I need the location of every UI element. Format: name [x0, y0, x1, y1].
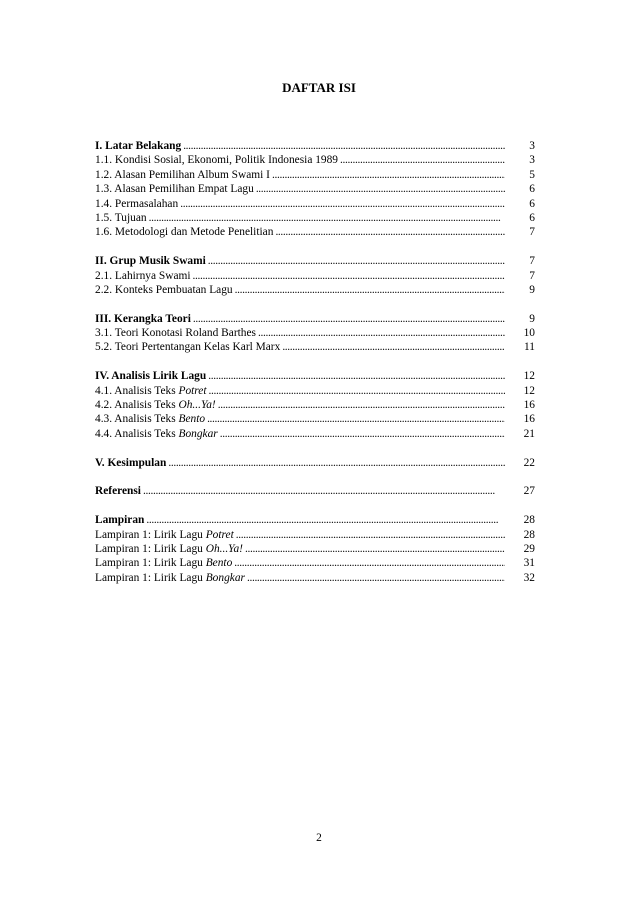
toc-entry-label: 1.4. Permasalahan [95, 197, 179, 210]
toc-entry-song-title: Bento [205, 557, 233, 570]
toc-entry-label: 2.1. Lahirnya Swami [95, 269, 191, 282]
toc-entry [95, 528, 535, 542]
toc-page-number: 32 [523, 571, 535, 584]
dot-leader [258, 326, 505, 340]
toc-entry-label: 5.2. Teori Pertentangan Kelas Karl Marx [95, 341, 281, 354]
toc-entry-prefix: Lampiran 1: Lirik Lagu [95, 528, 206, 541]
toc-entry-label: V. Kesimpulan [95, 456, 167, 469]
toc-entry [95, 211, 535, 225]
dot-leader [234, 556, 505, 570]
toc-entry-label: IV. Analisis Lirik Lagu [95, 370, 207, 383]
toc-heading-entry [95, 513, 535, 527]
toc-page-number: 10 [523, 327, 535, 340]
toc-entry-song-title: Bongkar [178, 427, 218, 440]
dot-leader [275, 225, 505, 239]
toc-entry [95, 571, 535, 585]
dot-leader [272, 168, 505, 182]
toc-entry [95, 542, 535, 556]
page-number: 2 [316, 832, 322, 844]
toc-entry-label: III. Kerangka Teori [95, 312, 191, 325]
dot-leader [245, 542, 505, 556]
toc-page-number: 28 [523, 528, 535, 541]
dot-leader [207, 412, 505, 426]
toc-page-number: 5 [529, 168, 535, 181]
toc-entry-prefix: Lampiran 1: Lirik Lagu [95, 557, 206, 570]
toc-entry-song-title: Bento [178, 413, 206, 426]
toc-entry [95, 412, 535, 426]
toc-entry-song-title: Potret [205, 528, 234, 541]
toc-entry-prefix: Lampiran 1: Lirik Lagu [95, 571, 206, 584]
toc-entry [95, 340, 535, 354]
toc-page-number: 12 [523, 384, 535, 397]
dot-leader [183, 139, 505, 153]
toc-entry [95, 269, 535, 283]
toc-section [95, 484, 535, 498]
dot-leader [340, 153, 505, 167]
toc-entry [95, 427, 535, 441]
toc-entry-label: 1.5. Tujuan [95, 211, 147, 224]
toc-page-number: 7 [529, 226, 535, 239]
toc-entry-prefix: 4.4. Analisis Teks [95, 427, 179, 440]
toc-heading-entry [95, 369, 535, 383]
toc-section [95, 139, 535, 240]
toc-page-number: 31 [523, 557, 535, 570]
toc-entry-song-title: Potret [178, 384, 207, 397]
dot-leader [282, 340, 505, 354]
toc-page-number: 28 [523, 514, 535, 527]
toc-entry-label [95, 427, 218, 441]
dot-leader [235, 283, 505, 297]
toc-page-number: 9 [529, 283, 535, 296]
toc-page-number: 7 [529, 269, 535, 282]
toc-entry [95, 326, 535, 340]
toc-page-number: 29 [523, 542, 535, 555]
toc-page-number: 6 [529, 183, 535, 196]
toc-entry [95, 398, 535, 412]
toc-page-number: 11 [524, 341, 535, 354]
toc-entry [95, 182, 535, 196]
toc-section [95, 312, 535, 355]
toc-page-number: 27 [523, 485, 535, 498]
toc-entry-song-title: Oh...Ya! [178, 399, 216, 412]
toc-section [95, 254, 535, 297]
toc-entry [95, 283, 535, 297]
toc-entry-label: 1.6. Metodologi dan Metode Penelitian [95, 226, 274, 239]
toc-entry-label: 3.1. Teori Konotasi Roland Barthes [95, 327, 256, 340]
table-of-contents [95, 139, 535, 600]
toc-page-number: 9 [529, 312, 535, 325]
toc-entry-label [95, 528, 234, 542]
toc-entry-label [95, 384, 207, 398]
toc-entry-prefix: Lampiran 1: Lirik Lagu [95, 542, 206, 555]
toc-page-number: 3 [529, 154, 535, 167]
toc-section [95, 513, 535, 585]
toc-entry [95, 153, 535, 167]
toc-heading-entry [95, 456, 535, 470]
toc-page-number: 16 [523, 413, 535, 426]
toc-page-number: 16 [523, 399, 535, 412]
toc-entry-label [95, 571, 245, 585]
toc-entry-label [95, 542, 243, 556]
toc-entry-prefix: 4.3. Analisis Teks [95, 413, 179, 426]
dot-leader [256, 182, 505, 196]
toc-entry-label: Referensi [95, 485, 141, 498]
dot-leader [208, 369, 505, 383]
toc-page-number: 3 [529, 140, 535, 152]
dot-leader [193, 312, 505, 326]
toc-entry-label [95, 556, 232, 570]
toc-page-number: 21 [523, 427, 535, 440]
toc-section [95, 456, 535, 470]
toc-entry-prefix: 4.1. Analisis Teks [95, 384, 179, 397]
page-title: DAFTAR ISI [282, 80, 356, 95]
toc-entry-label: II. Grup Musik Swami [95, 255, 206, 268]
toc-entry-label: 2.2. Konteks Pembuatan Lagu [95, 283, 233, 296]
toc-entry-label [95, 412, 205, 426]
toc-heading-entry [95, 139, 535, 153]
toc-page-number: 6 [529, 197, 535, 210]
toc-entry-label: Lampiran [95, 514, 145, 527]
dot-leader [208, 254, 505, 268]
toc-entry-song-title: Bongkar [205, 571, 245, 584]
dot-leader [149, 211, 505, 225]
dot-leader [236, 528, 505, 542]
toc-page-number: 7 [529, 255, 535, 268]
toc-entry-label [95, 398, 216, 412]
toc-entry-label: 1.3. Alasan Pemilihan Empat Lagu [95, 183, 254, 196]
toc-entry [95, 384, 535, 398]
toc-entry-song-title: Oh...Ya! [205, 542, 243, 555]
toc-page-number: 12 [523, 370, 535, 383]
toc-page-number: 6 [529, 211, 535, 224]
toc-heading-entry [95, 254, 535, 268]
toc-entry-prefix: 4.2. Analisis Teks [95, 399, 179, 412]
toc-entry-label: I. Latar Belakang [95, 140, 182, 152]
dot-leader [143, 484, 505, 498]
dot-leader [220, 427, 505, 441]
dot-leader [180, 197, 505, 211]
toc-entry-label: 1.1. Kondisi Sosial, Ekonomi, Politik Indonesia 1989 [95, 154, 339, 167]
dot-leader [146, 513, 505, 527]
toc-entry [95, 556, 535, 570]
toc-entry-label: 1.2. Alasan Pemilihan Album Swami I [95, 168, 270, 181]
dot-leader [168, 456, 505, 470]
toc-entry [95, 197, 535, 211]
toc-heading-entry [95, 484, 535, 498]
toc-entry [95, 168, 535, 182]
toc-entry [95, 225, 535, 239]
dot-leader [193, 269, 505, 283]
toc-section [95, 369, 535, 441]
dot-leader [209, 384, 505, 398]
dot-leader [218, 398, 505, 412]
toc-heading-entry [95, 312, 535, 326]
toc-page-number: 22 [523, 456, 535, 469]
dot-leader [247, 571, 505, 585]
